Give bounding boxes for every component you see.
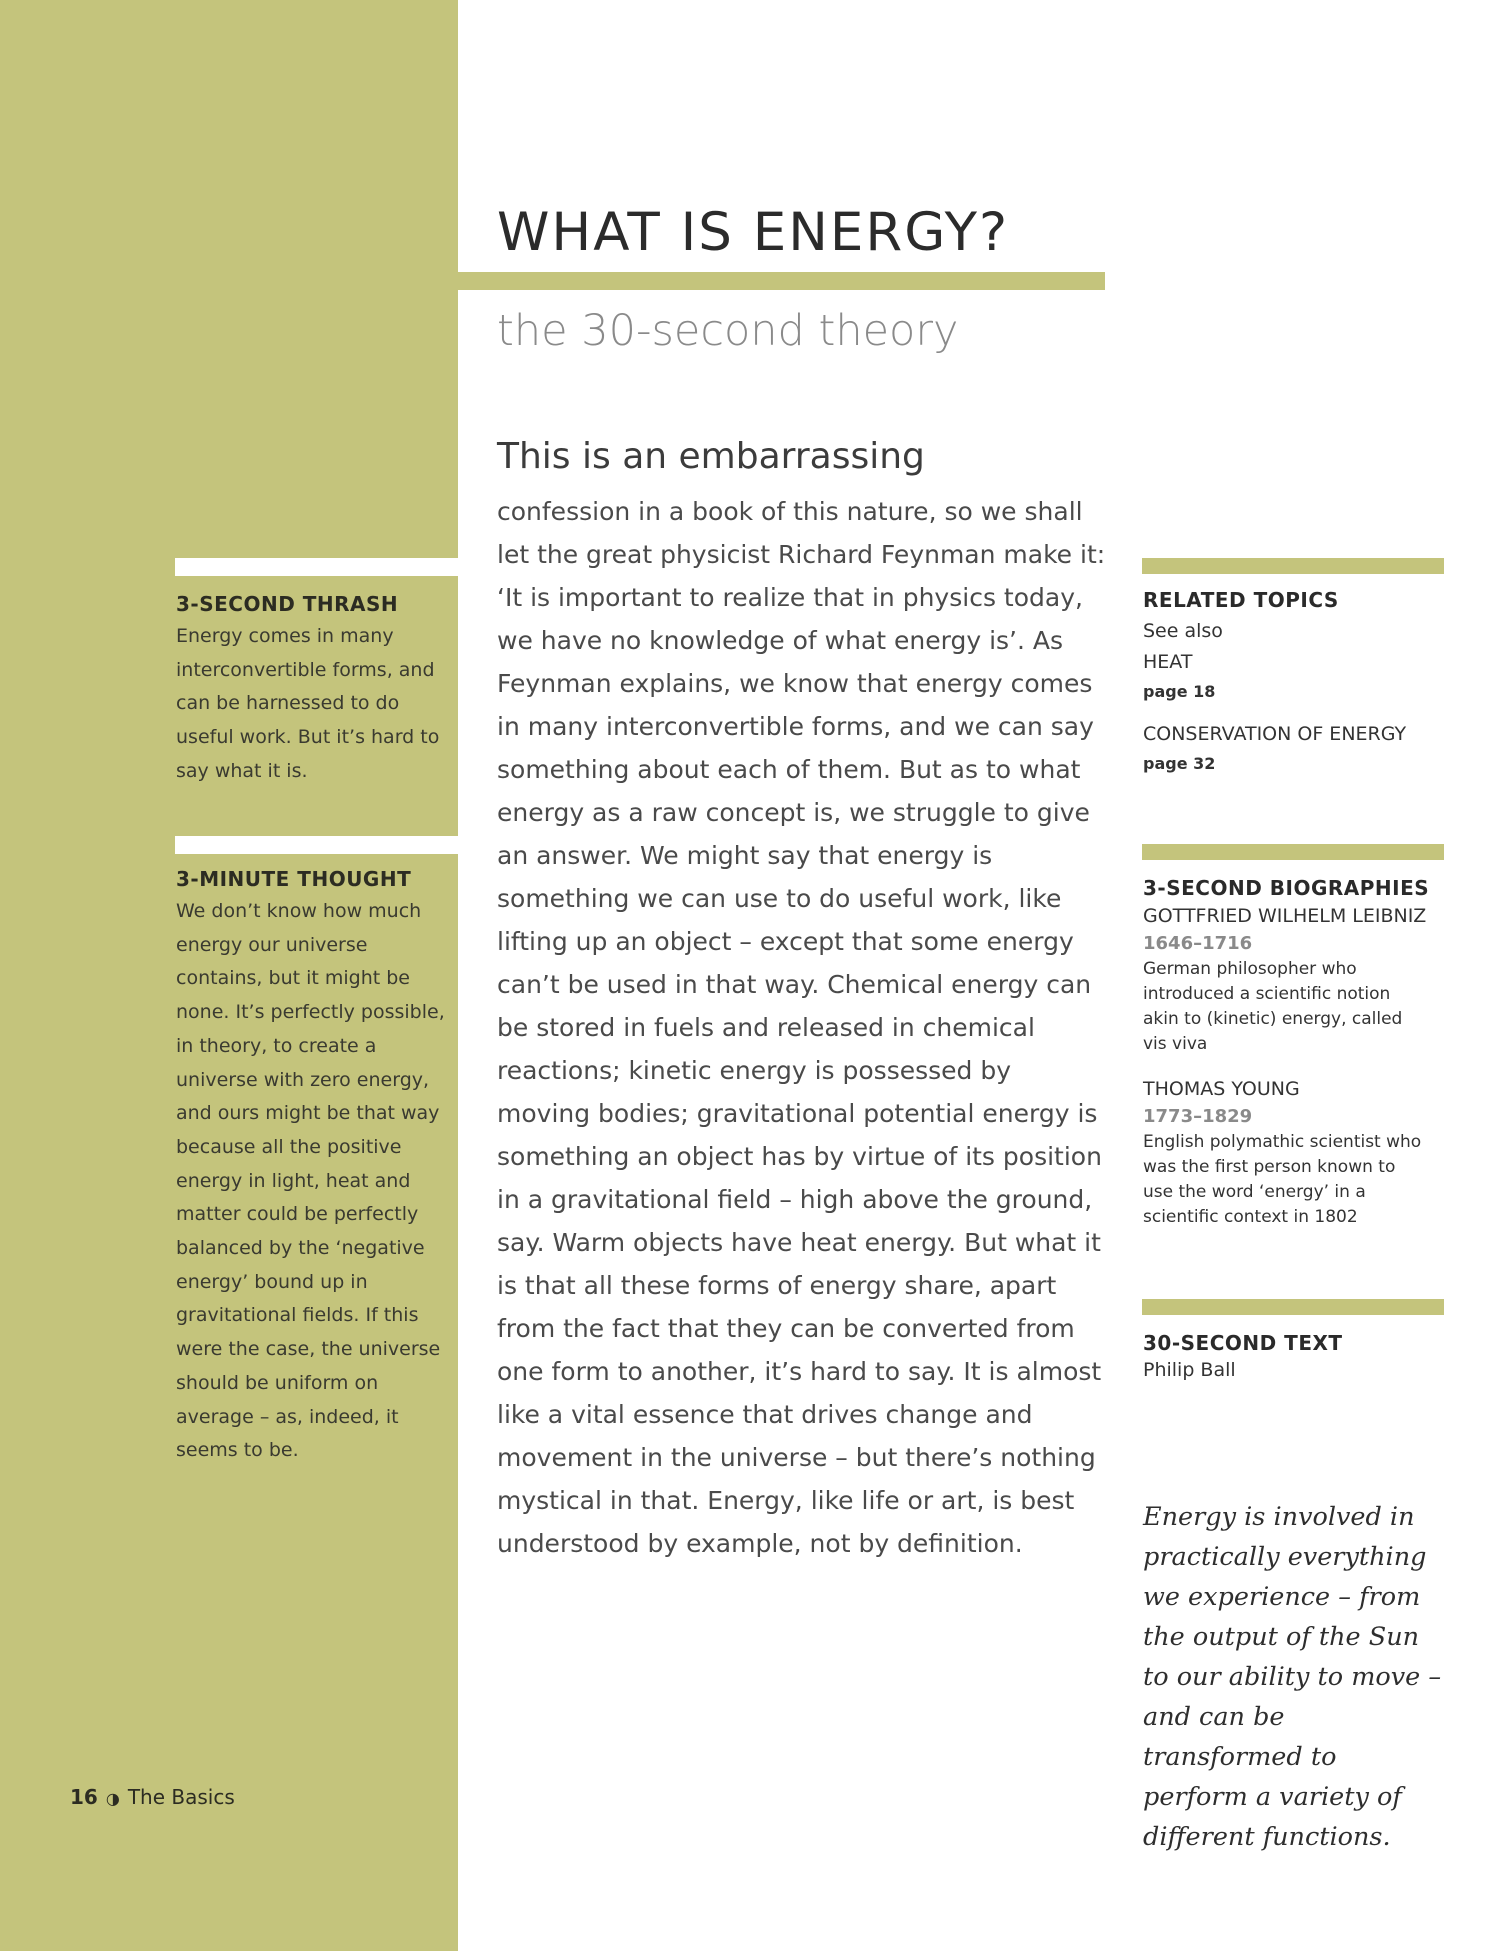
bio-name: GOTTFRIED WILHELM LEIBNIZ	[1143, 905, 1427, 927]
thought-divider	[175, 836, 458, 854]
related-heading: RELATED TOPICS	[1143, 588, 1339, 612]
bio-dates: 1646–1716	[1143, 933, 1253, 954]
related-topic-page: page 32	[1143, 754, 1216, 773]
page-subtitle: the 30-second theory	[497, 306, 959, 356]
related-topics	[1143, 588, 1448, 791]
related-divider	[1142, 558, 1444, 574]
page-title: WHAT IS ENERGY?	[497, 202, 1010, 263]
body-lead: This is an embarrassing	[497, 436, 925, 477]
thrash-divider	[175, 558, 458, 576]
credits-heading: 30-SECOND TEXT	[1143, 1331, 1343, 1355]
related-topic-name: CONSERVATION OF ENERGY	[1143, 723, 1407, 745]
sidebar-panel	[0, 0, 458, 1951]
related-topic-page: page 18	[1143, 682, 1216, 701]
three-second-thrash	[176, 592, 448, 789]
pull-quote: Energy is involved in practically everything we experience – from the output of the Sun to our ability to move – and can be transformed to perform a variety of different functions.	[1143, 1502, 1442, 1852]
bio-description: English polymathic scientist who was the first person known to use the word ‘energy’ in a scientific context in 1802	[1143, 1132, 1422, 1227]
half-circle-icon: ◑	[105, 1789, 120, 1808]
related-topic-name: HEAT	[1143, 651, 1193, 673]
credits-divider	[1142, 1299, 1444, 1315]
biographies-heading: 3-SECOND BIOGRAPHIES	[1143, 876, 1430, 900]
text-credits	[1143, 1331, 1448, 1386]
page-folio	[70, 1785, 235, 1809]
see-also-label: See also	[1143, 620, 1223, 642]
section-name: The Basics	[127, 1785, 235, 1809]
title-underline-bar	[458, 272, 1105, 290]
bio-description: German philosopher who introduced a scientific notion akin to (kinetic) energy, called vis viva	[1143, 959, 1403, 1054]
thrash-heading: 3-SECOND THRASH	[176, 592, 399, 616]
page-number: 16	[70, 1785, 98, 1809]
body-text: confession in a book of this nature, so we shall let the great physicist Richard Feynman make it: ‘It is important to realize that in physics today, we have no knowledge of what energy is’. As Feynman explains, we know that energy comes in many interconvertible forms, and we can say something about each of them. But as to what energy as a raw concept is, we struggle to give an answer. We might say that energy is something we can use to do useful work, like lifting up an object – except that some energy can’t be used in that way. Chemical energy can be stored in fuels and released in chemical reactions; kinetic energy is possessed by moving bodies; gravitational potential energy is something an object has by virtue of its position in a gravitational field – high above the ground, say. Warm objects have heat energy. But what it is that all these forms of energy share, apart from the fact that they can be converted from one form to another, it’s hard to say. It is almost like a vital essence that drives change and movement in the universe – but there’s nothing mystical in that. Energy, like life or art, is best understood by example, not by definition.	[497, 497, 1106, 1558]
biographies-divider	[1142, 844, 1444, 860]
bio-dates: 1773–1829	[1143, 1106, 1253, 1127]
bio-name: THOMAS YOUNG	[1143, 1078, 1300, 1100]
credits-author: Philip Ball	[1143, 1359, 1236, 1381]
biographies	[1143, 876, 1448, 1230]
thought-text: We don’t know how much energy our universe contains, but it might be none. It’s perfectly possible, in theory, to create a universe with zero energy, and ours might be that way because all the positive energy in light, heat and matter could be perfectly balanced by the ‘negative energy’ bound up in gravitational fields. If this were the case, the universe should be uniform on average – as, indeed, it seems to be.	[176, 900, 445, 1462]
thought-heading: 3-MINUTE THOUGHT	[176, 867, 412, 891]
thrash-text: Energy comes in many interconvertible forms, and can be harnessed to do useful work. But it’s hard to say what it is.	[176, 625, 440, 782]
three-minute-thought	[176, 867, 448, 1468]
